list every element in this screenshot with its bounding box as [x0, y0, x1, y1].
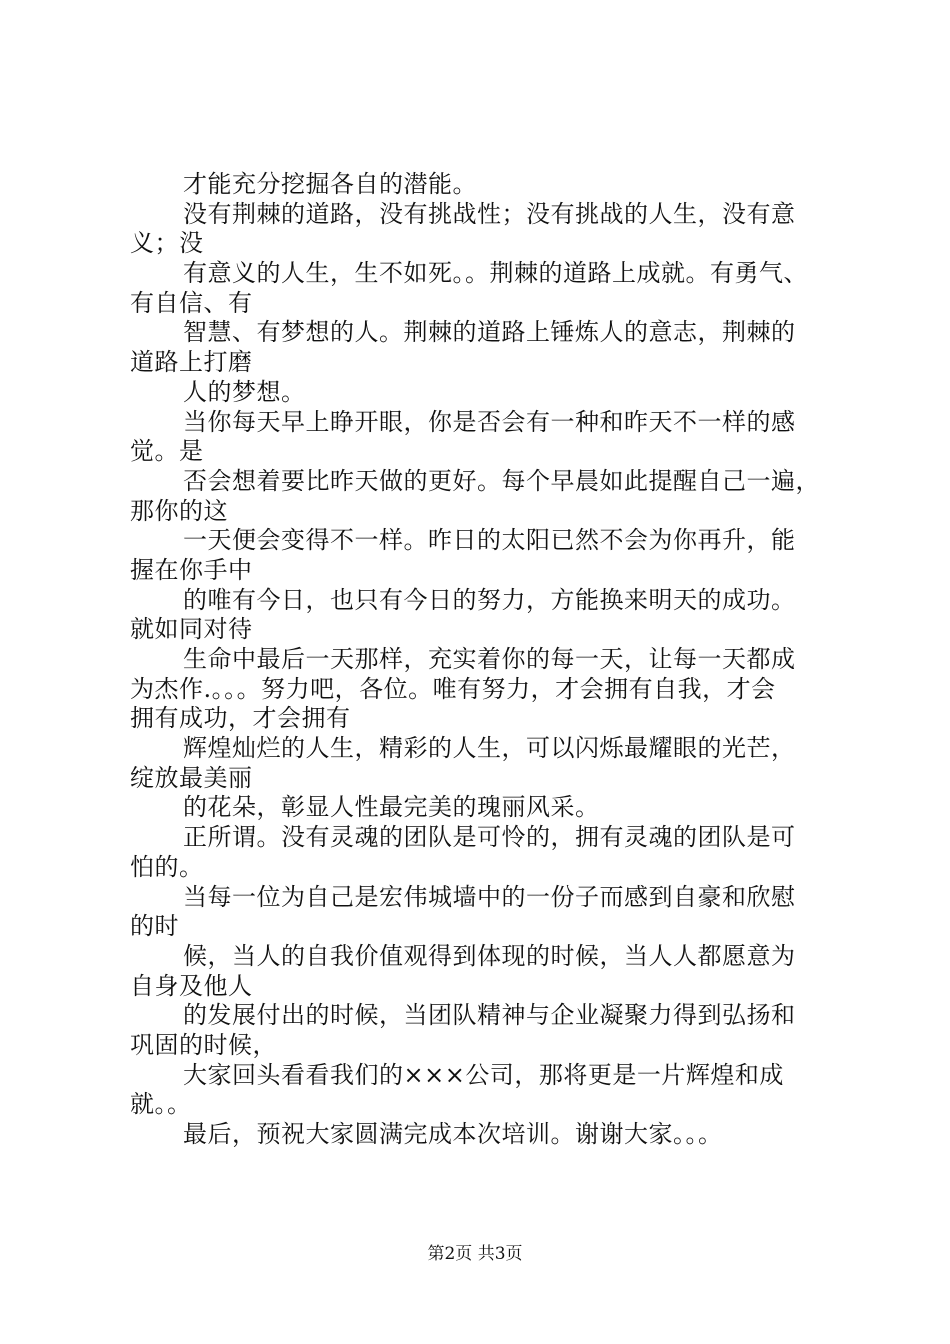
text-line: 的发展付出的时候，当团队精神与企业凝聚力得到弘扬和 — [183, 1001, 796, 1030]
text-line: 没有荆棘的道路，没有挑战性；没有挑战的人生，没有意 — [183, 199, 796, 228]
text-line: 绽放最美丽 — [130, 763, 253, 792]
text-line: 怕的。 — [130, 852, 204, 881]
text-line: 一天便会变得不一样。昨日的太阳已然不会为你再升，能 — [183, 526, 796, 555]
text-line: 有自信、有 — [130, 288, 253, 317]
text-line: 辉煌灿烂的人生，精彩的人生，可以闪烁最耀眼的光芒， — [183, 734, 796, 763]
text-line: 智慧、有梦想的人。荆棘的道路上锤炼人的意志，荆棘的 — [183, 318, 796, 347]
text-line: 的唯有今日，也只有今日的努力，方能换来明天的成功。 — [183, 585, 796, 614]
text-line: 最后，预祝大家圆满完成本次培训。谢谢大家。。。 — [183, 1120, 723, 1148]
text-line: 拥有成功，才会拥有 — [130, 704, 351, 733]
text-line: 才能充分挖掘各自的潜能。 — [183, 170, 477, 198]
text-line: 有意义的人生，生不如死。。荆棘的道路上成就。有勇气、 — [183, 259, 808, 288]
text-line: 觉。是 — [130, 437, 204, 466]
text-line: 的花朵，彰显人性最完美的瑰丽风采。 — [183, 793, 600, 822]
text-line: 那你的这 — [130, 496, 228, 525]
text-line: 的时 — [130, 912, 179, 941]
text-line: 就。。 — [130, 1090, 192, 1119]
text-line: 人的梦想。 — [183, 377, 306, 406]
text-line: 生命中最后一天那样，充实着你的每一天，让每一天都成 — [183, 645, 796, 673]
text-line: 义；没 — [130, 229, 204, 258]
text-line: 为杰作.。。。努力吧，各位。唯有努力，才会拥有自我，才会 — [130, 674, 776, 703]
document-body — [130, 170, 850, 1150]
text-line: 自身及他人 — [130, 971, 253, 1000]
text-line: 大家回头看看我们的×××公司，那将更是一片辉煌和成 — [183, 1060, 784, 1089]
text-line: 当每一位为自己是宏伟城墙中的一份子而感到自豪和欣慰 — [183, 882, 796, 911]
text-line: 当你每天早上睁开眼，你是否会有一种和昨天不一样的感 — [183, 407, 796, 436]
page-footer: 第2页 共3页 — [427, 1244, 523, 1264]
text-line: 否会想着要比昨天做的更好。每个早晨如此提醒自己一遍， — [183, 466, 820, 495]
text-line: 巩固的时候， — [130, 1030, 277, 1059]
text-line: 正所谓。没有灵魂的团队是可怜的，拥有灵魂的团队是可 — [183, 823, 796, 852]
text-line: 候，当人的自我价值观得到体现的时候，当人人都愿意为 — [183, 941, 796, 970]
text-line: 就如同对待 — [130, 615, 253, 644]
text-line: 道路上打磨 — [130, 348, 253, 377]
text-line: 握在你手中 — [130, 555, 253, 584]
